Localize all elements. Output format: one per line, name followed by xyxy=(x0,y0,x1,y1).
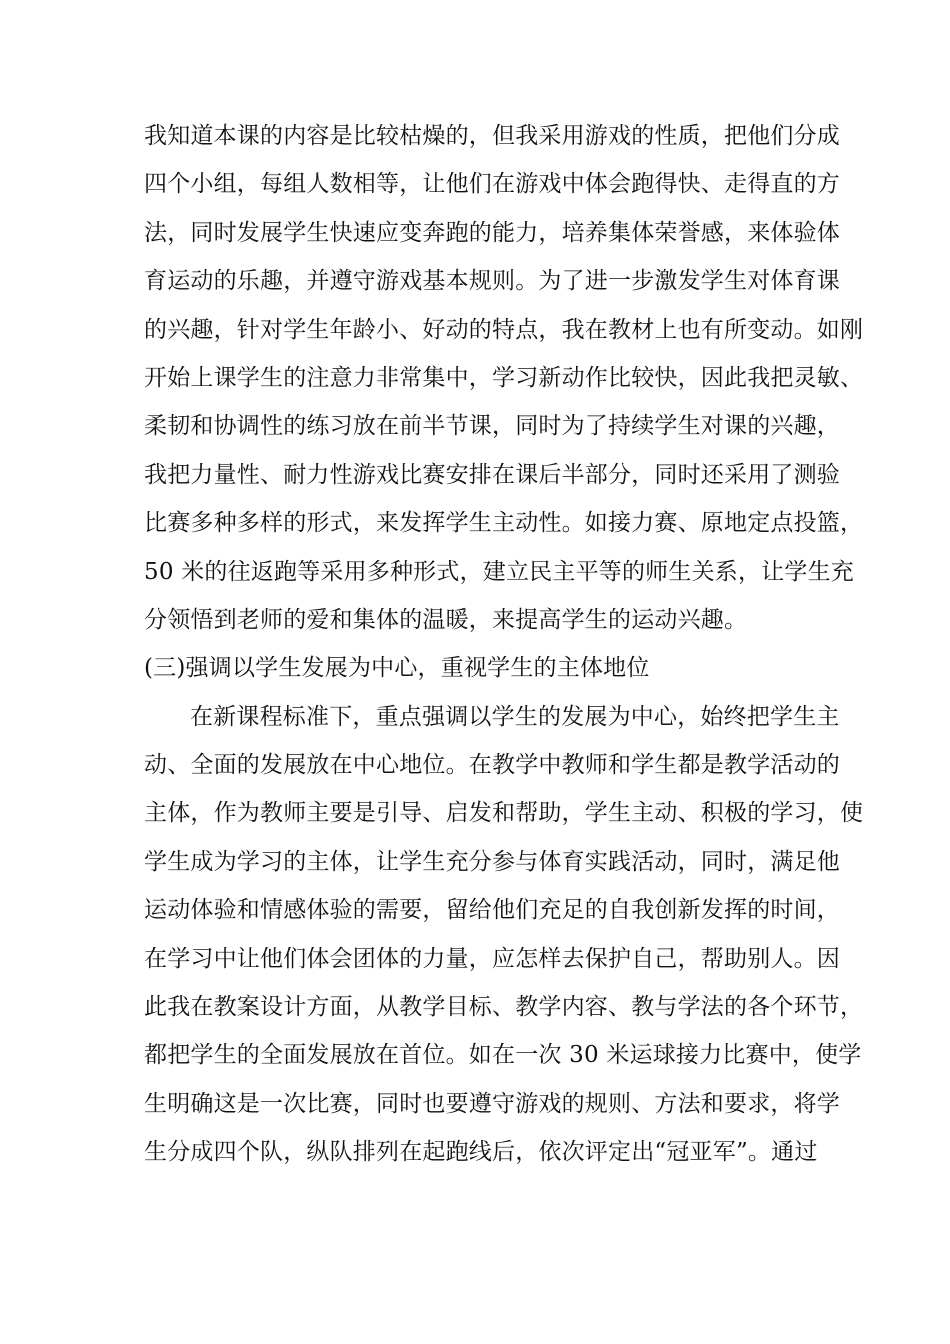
paragraph-1-line-8: 我把力量性、耐力性游戏比赛安排在课后半部分，同时还采用了测验 xyxy=(144,461,840,488)
paragraph-1-line-2: 四个小组，每组人数相等，让他们在游戏中体会跑得快、走得直的方 xyxy=(144,171,840,198)
paragraph-2-line-6: 在学习中让他们体会团体的力量，应怎样去保护自己，帮助别人。因 xyxy=(144,945,840,972)
paragraph-1-line-3: 法，同时发展学生快速应变奔跑的能力，培养集体荣誉感，来体验体 xyxy=(144,219,840,246)
paragraph-1-line-10: 50 米的往返跑等采用多种形式，建立民主平等的师生关系，让学生充 xyxy=(144,558,854,585)
paragraph-1-line-7: 柔韧和协调性的练习放在前半节课，同时为了持续学生对课的兴趣， xyxy=(144,413,840,440)
document-body xyxy=(144,112,864,1177)
paragraph-1-line-5: 的兴趣，针对学生年龄小、好动的特点，我在教材上也有所变动。如刚 xyxy=(144,316,864,343)
paragraph-2-line-8: 都把学生的全面发展放在首位。如在一次 30 米运球接力比赛中，使学 xyxy=(144,1042,862,1069)
paragraph-2-line-5: 运动体验和情感体验的需要，留给他们充足的自我创新发挥的时间， xyxy=(144,897,840,924)
section-heading: (三)强调以学生发展为中心，重视学生的主体地位 xyxy=(144,655,650,682)
paragraph-1-line-1: 我知道本课的内容是比较枯燥的，但我采用游戏的性质，把他们分成 xyxy=(144,123,840,149)
paragraph-1-line-4: 育运动的乐趣，并遵守游戏基本规则。为了进一步激发学生对体育课 xyxy=(144,268,840,295)
paragraph-2-line-1: 在新课程标准下，重点强调以学生的发展为中心，始终把学生主 xyxy=(190,703,840,730)
paragraph-2-line-7: 此我在教案设计方面，从教学目标、教学内容、教与学法的各个环节， xyxy=(144,994,864,1021)
paragraph-2-line-3: 主体，作为教师主要是引导、启发和帮助，学生主动、积极的学习，使 xyxy=(144,800,864,827)
paragraph-2-line-4: 学生成为学习的主体，让学生充分参与体育实践活动，同时，满足他 xyxy=(144,848,840,875)
paragraph-1-line-6: 开始上课学生的注意力非常集中，学习新动作比较快，因此我把灵敏、 xyxy=(144,364,864,391)
paragraph-2-line-2: 动、全面的发展放在中心地位。在教学中教师和学生都是教学活动的 xyxy=(144,752,840,779)
paragraph-1-line-9: 比赛多种多样的形式，来发挥学生主动性。如接力赛、原地定点投篮， xyxy=(144,510,864,537)
paragraph-2-line-10: 生分成四个队，纵队排列在起跑线后，依次评定出“冠亚军”。通过 xyxy=(144,1139,818,1166)
paragraph-1-line-11: 分领悟到老师的爱和集体的温暖，来提高学生的运动兴趣。 xyxy=(144,606,748,633)
paragraph-2-line-9: 生明确这是一次比赛，同时也要遵守游戏的规则、方法和要求，将学 xyxy=(144,1090,840,1117)
